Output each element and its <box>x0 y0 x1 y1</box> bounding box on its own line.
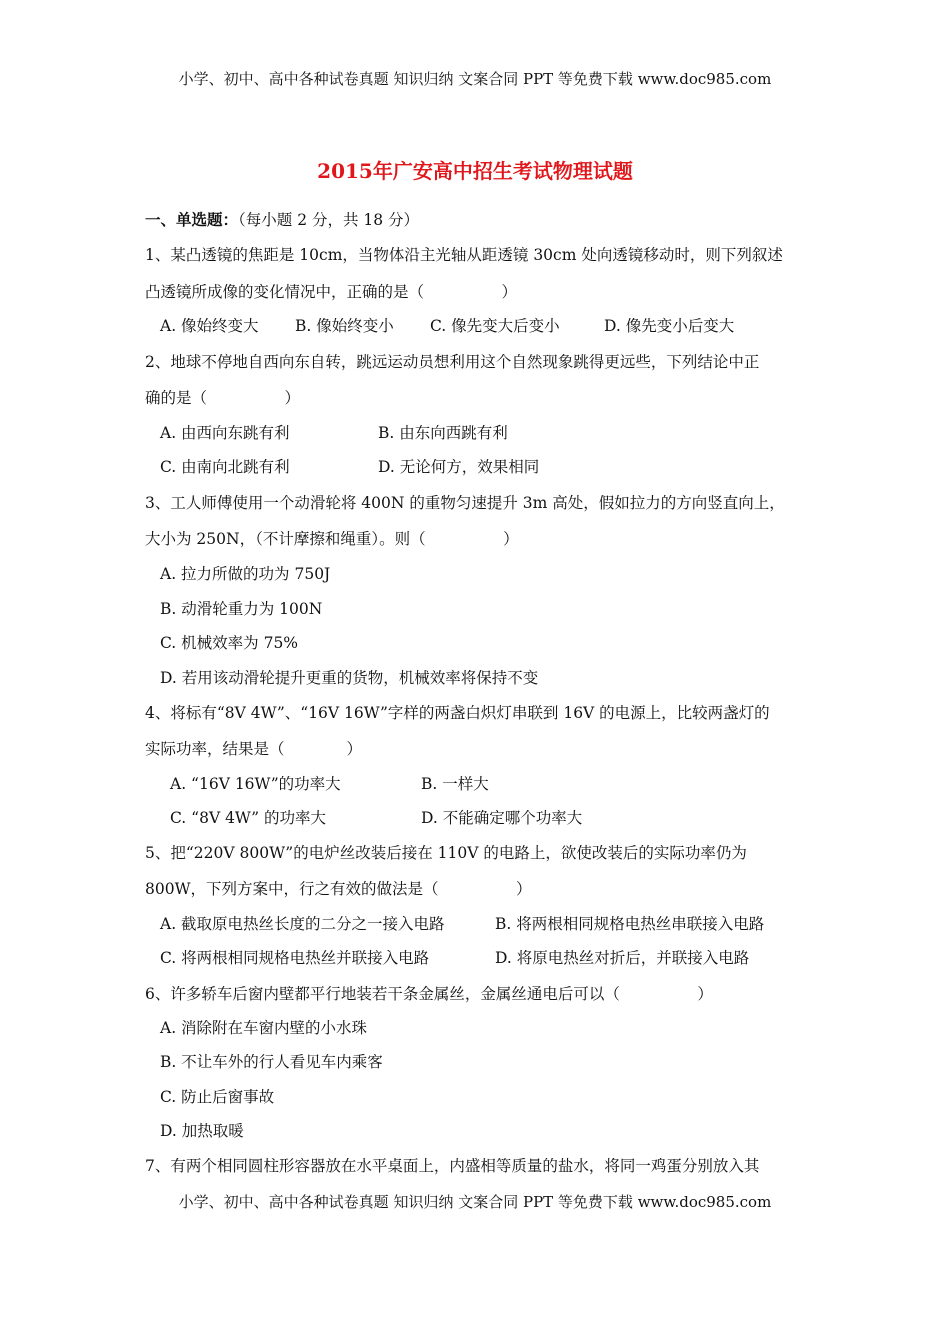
q1-option-a: A. 像始终变大 <box>160 317 259 335</box>
q6-option-b: B. 不让车外的行人看见车内乘客 <box>160 1053 383 1071</box>
q6-option-a: A. 消除附在车窗内壁的小水珠 <box>160 1019 368 1037</box>
page-title: 2015年广安高中招生考试物理试题 <box>317 159 633 183</box>
q6-option-c: C. 防止后窗事故 <box>160 1088 275 1106</box>
q4-option-a: A. “16V 16W”的功率大 <box>170 775 341 793</box>
q4-option-b: B. 一样大 <box>421 775 489 793</box>
q3-line1: 3、工人师傅使用一个动滑轮将 400N 的重物匀速提升 3m 高处，假如拉力的方向竖直向上， <box>145 494 785 512</box>
q5-line2: 800W，下列方案中，行之有效的做法是（ ） <box>145 880 532 898</box>
q1-option-b: B. 像始终变小 <box>295 317 394 335</box>
q4-line2: 实际功率，结果是（ ） <box>145 740 363 758</box>
q2-option-a: A. 由西向东跳有利 <box>160 424 290 442</box>
q1-line2: 凸透镜所成像的变化情况中，正确的是（ ） <box>145 283 518 301</box>
q5-line1: 5、把“220V 800W”的电炉丝改装后接在 110V 的电路上，欲使改装后的实际功率仍为 <box>145 844 747 862</box>
q7-line1: 7、有两个相同圆柱形容器放在水平桌面上，内盛相等质量的盐水，将同一鸡蛋分别放入其 <box>145 1157 760 1175</box>
q2-line1: 2、地球不停地自西向东自转，跳远运动员想利用这个自然现象跳得更远些，下列结论中正 <box>145 353 760 371</box>
q4-option-d: D. 不能确定哪个功率大 <box>421 809 583 827</box>
q6-option-d: D. 加热取暖 <box>160 1122 244 1140</box>
q2-line2: 确的是（ ） <box>145 389 301 407</box>
q4-option-c: C. “8V 4W” 的功率大 <box>170 809 326 827</box>
q3-option-a: A. 拉力所做的功为 750J <box>160 565 331 583</box>
q1-line1: 1、某凸透镜的焦距是 10cm，当物体沿主光轴从距透镜 30cm 处向透镜移动时，则下列叙述 <box>145 246 783 264</box>
page-footer: 小学、初中、高中各种试卷真题 知识归纳 文案合同 PPT 等免费下载 www.doc985.com <box>178 1193 772 1211</box>
q2-option-d: D. 无论何方，效果相同 <box>378 458 540 476</box>
q3-line2: 大小为 250N，（不计摩擦和绳重）。则（ ） <box>145 530 519 548</box>
section-note: （每小题 2 分，共 18 分） <box>238 211 420 229</box>
section-label: 一、单选题： <box>145 210 239 229</box>
q6-line1: 6、许多轿车后窗内壁都平行地装若干条金属丝，金属丝通电后可以（ ） <box>145 985 713 1003</box>
q5-option-c: C. 将两根相同规格电热丝并联接入电路 <box>160 949 430 967</box>
section-heading <box>145 208 419 230</box>
q5-option-a: A. 截取原电热丝长度的二分之一接入电路 <box>160 915 445 933</box>
q2-option-c: C. 由南向北跳有利 <box>160 458 290 476</box>
q1-option-c: C. 像先变大后变小 <box>430 317 560 335</box>
q5-option-b: B. 将两根相同规格电热丝串联接入电路 <box>495 915 765 933</box>
q3-option-d: D. 若用该动滑轮提升更重的货物，机械效率将保持不变 <box>160 669 539 687</box>
q3-option-b: B. 动滑轮重力为 100N <box>160 600 323 618</box>
q2-option-b: B. 由东向西跳有利 <box>378 424 508 442</box>
page-header: 小学、初中、高中各种试卷真题 知识归纳 文案合同 PPT 等免费下载 www.doc985.com <box>178 70 772 88</box>
q1-option-d: D. 像先变小后变大 <box>604 317 735 335</box>
q5-option-d: D. 将原电热丝对折后，并联接入电路 <box>495 949 750 967</box>
q3-option-c: C. 机械效率为 75% <box>160 634 299 652</box>
q4-line1: 4、将标有“8V 4W”、“16V 16W”字样的两盏白炽灯串联到 16V 的电源上，比较两盏灯的 <box>145 704 770 722</box>
